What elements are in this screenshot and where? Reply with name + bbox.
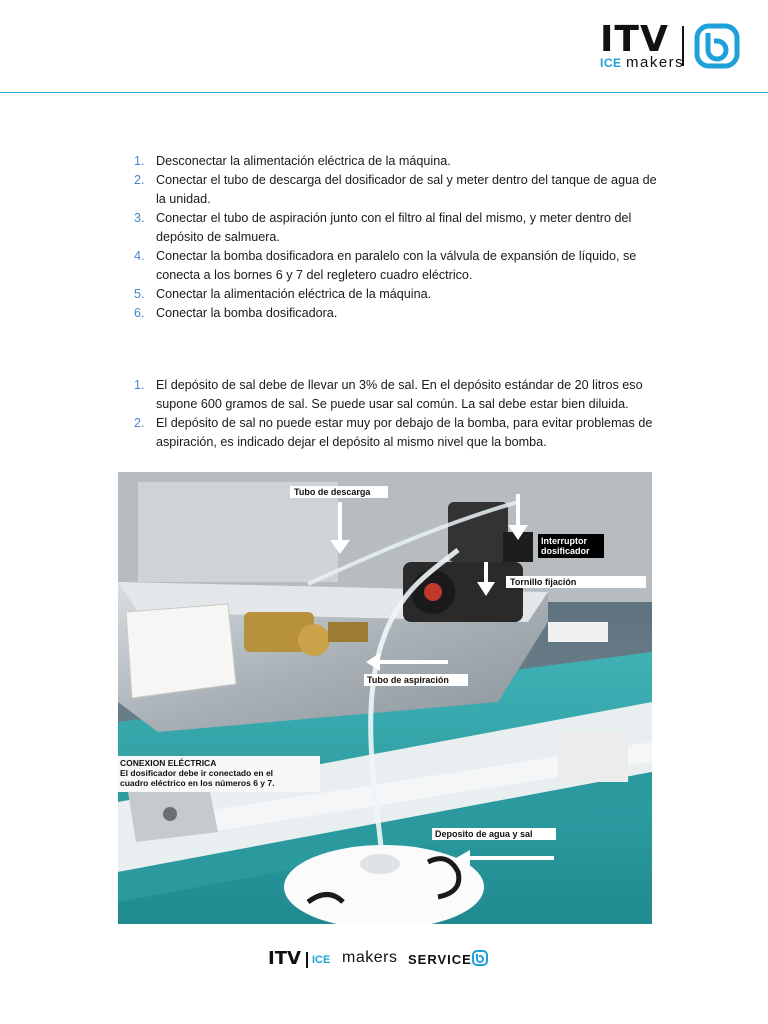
list-item-text: Conectar el tubo de descarga del dosificador de sal y meter dentro del tanque de agua de la unidad. [156, 173, 657, 206]
list-item-text: Desconectar la alimentación eléctrica de la máquina. [156, 154, 451, 168]
list-item-text: Conectar la bomba dosificadora en paralelo con la válvula de expansión de líquido, se conecta a los bornes 6 y 7 del regletero cuadro eléctrico. [156, 249, 637, 282]
list-item [128, 171, 658, 209]
label-fixing-screw: Tornillo fijación [510, 577, 577, 587]
footer-makers: makers [342, 949, 398, 966]
list-item-text: Conectar la alimentación eléctrica de la máquina. [156, 287, 432, 301]
list-item-text: Conectar la bomba dosificadora. [156, 306, 338, 320]
installation-photo [118, 472, 652, 924]
label-electrical-line1: El dosificador debe ir conectado en el [120, 768, 274, 778]
list-item-text: El depósito de sal debe de llevar un 3% de sal. En el depósito estándar de 20 litros eso supone 600 gramos de sal. Se puede usar sal común. La sal debe estar bien diluida. [156, 378, 643, 411]
footer-divider [306, 952, 308, 968]
logo-makers: makers [626, 54, 685, 71]
footer-logo [268, 948, 490, 972]
footer-ice: ICE [312, 954, 331, 966]
footer-mark-icon [472, 950, 488, 966]
label-discharge-tube: Tubo de descarga [294, 487, 371, 497]
list-item-text: Conectar el tubo de aspiración junto con el filtro al final del mismo, y meter dentro del depósito de salmuera. [156, 211, 632, 244]
itv-logo [598, 20, 746, 72]
list-item-number: 3. [134, 211, 145, 225]
salt-steps-list [128, 376, 658, 452]
logo-ice: ICE [600, 56, 622, 70]
label-suction-tube: Tubo de aspiración [367, 675, 449, 685]
label-tank: Deposito de agua y sal [435, 829, 533, 839]
list-item-number: 2. [134, 416, 145, 430]
label-switch-line2: dosificador [541, 546, 590, 556]
header-divider [0, 92, 768, 93]
list-item-number: 1. [134, 378, 145, 392]
connection-steps-list [128, 152, 658, 323]
label-electrical-line2: cuadro eléctrico en los números 6 y 7. [120, 778, 275, 788]
list-item [128, 209, 658, 247]
list-item [128, 414, 658, 452]
logo-brand: ITV [600, 19, 669, 60]
list-item-number: 4. [134, 249, 145, 263]
label-switch-line1: Interruptor [541, 536, 587, 546]
label-electrical-title: CONEXION ELÉCTRICA [120, 758, 217, 768]
footer-brand: ITV [268, 948, 301, 969]
list-item [128, 376, 658, 414]
icemakers-mark-icon [694, 23, 740, 69]
list-item [128, 285, 658, 304]
list-item [128, 152, 658, 171]
list-item [128, 304, 658, 323]
list-item-number: 5. [134, 287, 145, 301]
list-item-number: 6. [134, 306, 145, 320]
list-item [128, 247, 658, 285]
footer-service: SERVICE [408, 952, 472, 967]
list-item-number: 1. [134, 154, 145, 168]
list-item-text: El depósito de sal no puede estar muy por debajo de la bomba, para evitar problemas de aspiración, es indicado dejar el depósito al mismo nivel que la bomba. [156, 416, 653, 449]
list-item-number: 2. [134, 173, 145, 187]
